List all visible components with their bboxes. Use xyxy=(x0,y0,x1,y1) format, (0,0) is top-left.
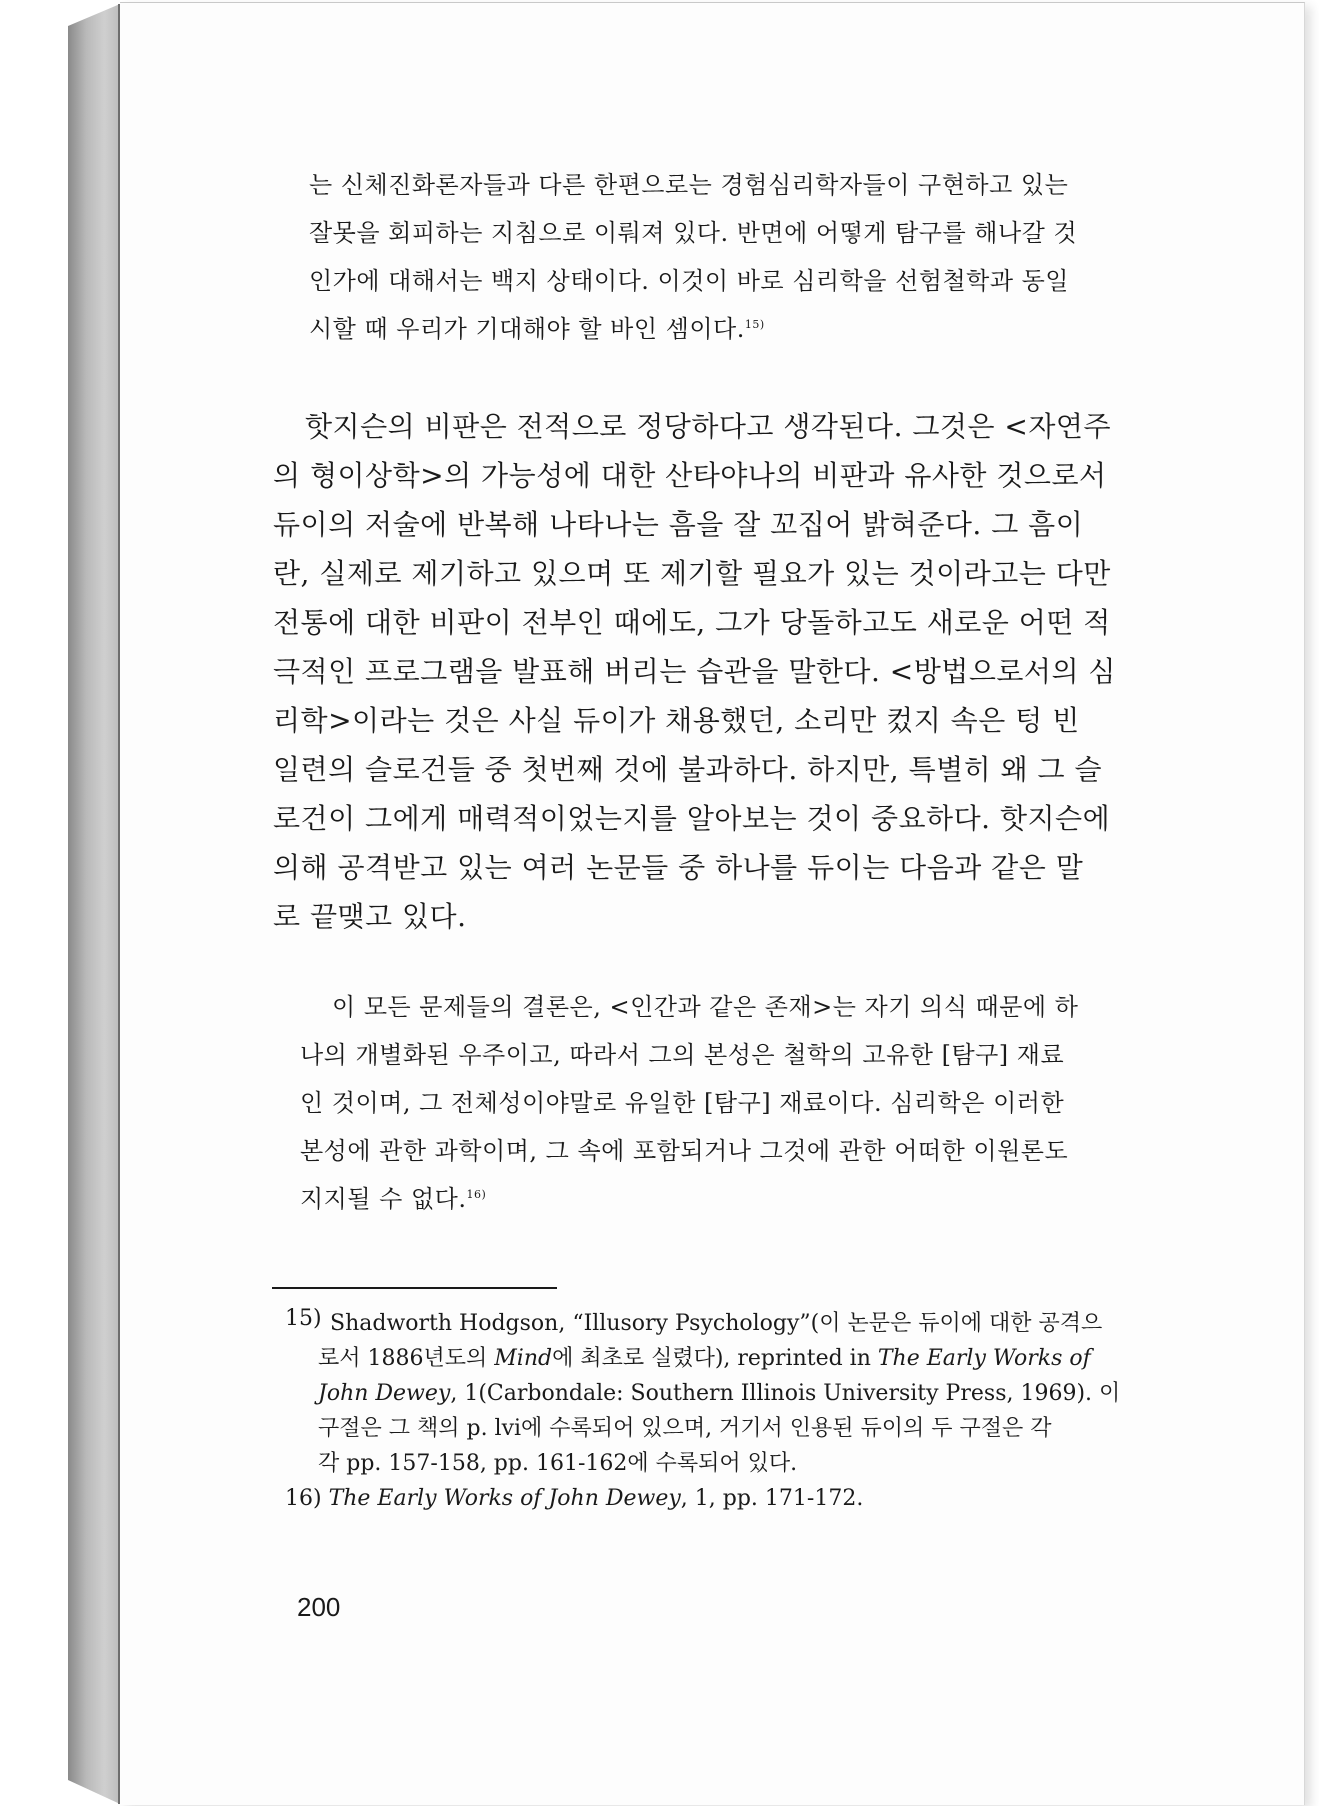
quote1-line-4-text: 시할 때 우리가 기대해야 할 바인 셈이다. xyxy=(309,315,745,343)
body-line-9: 로건이 그에게 매력적이었는지를 알아보는 것이 중요하다. 핫지슨에 xyxy=(273,802,1111,835)
body-line-6: 극적인 프로그램을 발표해 버리는 습관을 말한다. <방법으로서의 심 xyxy=(273,655,1116,688)
footnote-15-line-3-post: , 1(Carbondale: Southern Illinois University Press, 1969). 이 xyxy=(450,1381,1121,1406)
body-line-11: 로 끝맺고 있다. xyxy=(273,900,467,933)
footnote-16 xyxy=(285,1486,863,1511)
footnote-separator xyxy=(272,1287,557,1289)
page-number: 200 xyxy=(297,1592,341,1622)
footnote-15-line-5: 각 pp. 157-158, pp. 161-162에 수록되어 있다. xyxy=(318,1451,798,1476)
body-line-1: 핫지슨의 비판은 전적으로 정당하다고 생각된다. 그것은 <자연주 xyxy=(305,410,1112,443)
quote2-line-1: 이 모든 문제들의 결론은, <인간과 같은 존재>는 자기 의식 때문에 하 xyxy=(332,993,1079,1021)
quote1-line-2: 잘못을 회피하는 지침으로 이뤄져 있다. 반면에 어떻게 탐구를 해나갈 것 xyxy=(309,219,1078,247)
quote2-line-4: 본성에 관한 과학이며, 그 속에 포함되거나 그것에 관한 어떠한 이원론도 xyxy=(300,1137,1069,1165)
footnote-15-line-4: 구절은 그 책의 p. lvi에 수록되어 있으며, 거기서 인용된 듀이의 두 구절은 각 xyxy=(318,1416,1052,1441)
footnote-15-line-3 xyxy=(318,1376,1120,1407)
footnote-16-book-title: The Early Works of John Dewey xyxy=(328,1486,681,1511)
footnote-15-book-title-part-2: John Dewey xyxy=(318,1381,451,1406)
body-line-7: 리학>이라는 것은 사실 듀이가 채용했던, 소리만 컸지 속은 텅 빈 xyxy=(273,704,1080,737)
footnote-15-book-title-part-1: The Early Works of xyxy=(877,1346,1091,1371)
body-line-10: 의해 공격받고 있는 여러 논문들 중 하나를 듀이는 다음과 같은 말 xyxy=(273,851,1084,884)
body-line-2: 의 형이상학>의 가능성에 대한 산타야나의 비판과 유사한 것으로서 xyxy=(273,459,1107,492)
body-line-5: 전통에 대한 비판이 전부인 때에도, 그가 당돌하고도 새로운 어떤 적 xyxy=(273,606,1111,639)
footnote-15-line-2-post: 에 최초로 실렸다), reprinted in xyxy=(552,1346,878,1371)
book-page-edge xyxy=(68,4,120,1804)
footnote-15-line-1: Shadworth Hodgson, “Illusory Psychology”(이 논문은 듀이에 대한 공격으 xyxy=(330,1311,1103,1336)
quote1-line-3: 인가에 대해서는 백지 상태이다. 이것이 바로 심리학을 선험철학과 동일 xyxy=(309,267,1069,295)
footnote-ref-16: 16) xyxy=(466,1188,487,1201)
footnote-ref-15: 15) xyxy=(744,318,765,331)
body-line-3: 듀이의 저술에 반복해 나타나는 흠을 잘 꼬집어 밝혀준다. 그 흠이 xyxy=(273,508,1084,541)
body-line-8: 일련의 슬로건들 중 첫번째 것에 불과하다. 하지만, 특별히 왜 그 슬 xyxy=(273,753,1103,786)
body-line-4: 란, 실제로 제기하고 있으며 또 제기할 필요가 있는 것이라고는 다만 xyxy=(273,557,1111,590)
footnote-16-number: 16) xyxy=(285,1486,322,1511)
quote1-line-1: 는 신체진화론자들과 다른 한편으로는 경험심리학자들이 구현하고 있는 xyxy=(309,171,1069,199)
footnote-15-journal: Mind xyxy=(494,1346,553,1371)
footnote-15-line-2 xyxy=(318,1341,1091,1372)
quote1-line-4 xyxy=(309,309,765,344)
quote2-line-2: 나의 개별화된 우주이고, 따라서 그의 본성은 철학의 고유한 [탐구] 재료 xyxy=(300,1041,1065,1069)
footnote-16-post: , 1, pp. 171-172. xyxy=(680,1486,864,1511)
quote2-line-3: 인 것이며, 그 전체성이야말로 유일한 [탐구] 재료이다. 심리학은 이러한 xyxy=(300,1089,1065,1117)
footnote-15-line-2-pre: 로서 1886년도의 xyxy=(318,1346,495,1371)
quote2-line-5 xyxy=(300,1179,486,1214)
quote2-line-5-text: 지지될 수 없다. xyxy=(300,1185,467,1213)
footnote-15-number: 15) xyxy=(285,1306,322,1331)
